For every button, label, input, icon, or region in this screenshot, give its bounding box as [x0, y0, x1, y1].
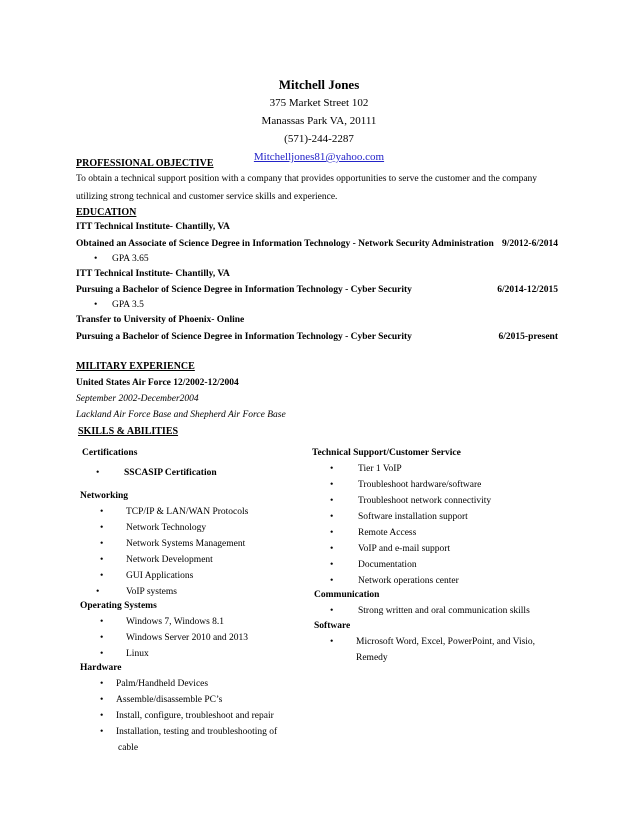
bullet-icon: •: [330, 637, 334, 647]
email-link[interactable]: Mitchelljones81@yahoo.com: [253, 151, 385, 163]
bullet-icon: •: [94, 300, 98, 310]
school-name: Transfer to University of Phoenix- Online: [76, 315, 245, 325]
school-name: ITT Technical Institute- Chantilly, VA: [76, 222, 230, 232]
objective-line-1: To obtain a technical support position with a company that provides opportunities to serve the customer and the company: [76, 174, 538, 184]
skill-item: GUI Applications: [126, 571, 194, 581]
bullet-icon: •: [96, 587, 100, 597]
skill-item: Microsoft Word, Excel, PowerPoint, and Visio,: [356, 637, 536, 647]
skill-item: Remote Access: [358, 528, 417, 538]
degree-dates: 9/2012-6/2014: [502, 239, 558, 249]
skill-item: Tier 1 VoIP: [358, 464, 402, 474]
skill-item: Palm/Handheld Devices: [116, 679, 209, 689]
bullet-icon: •: [100, 507, 104, 517]
bullet-icon: •: [330, 528, 334, 538]
skill-item: Troubleshoot hardware/software: [358, 480, 482, 490]
skill-item: VoIP and e-mail support: [358, 544, 451, 554]
skill-item: Install, configure, troubleshoot and repair: [116, 711, 274, 721]
skill-item: Network Systems Management: [126, 539, 246, 549]
bullet-icon: •: [330, 480, 334, 490]
skill-item: SSCASIP Certification: [124, 468, 217, 478]
bullet-icon: •: [330, 560, 334, 570]
communication-title: Communication: [314, 590, 380, 600]
bullet-icon: •: [330, 576, 334, 586]
bullet-icon: •: [100, 571, 104, 581]
bullet-icon: •: [330, 606, 334, 616]
gpa: GPA 3.65: [112, 254, 149, 264]
military-dates: September 2002-December2004: [76, 394, 199, 404]
bullet-icon: •: [100, 555, 104, 565]
bullet-icon: •: [330, 496, 334, 506]
military-bases: Lackland Air Force Base and Shepherd Air Force Base: [76, 410, 286, 420]
degree-dates: 6/2015-present: [498, 332, 558, 342]
bullet-icon: •: [100, 727, 104, 737]
skill-item-continued: cable: [118, 743, 139, 753]
hardware-title: Hardware: [80, 663, 122, 673]
skill-item: Network Development: [126, 555, 213, 565]
skill-item: TCP/IP & LAN/WAN Protocols: [126, 507, 249, 517]
bullet-icon: •: [94, 254, 98, 264]
degree-dates: 6/2014-12/2015: [497, 285, 558, 295]
city-state-zip: Manassas Park VA, 20111: [261, 115, 377, 127]
skill-item: Troubleshoot network connectivity: [358, 496, 492, 506]
skill-item: Linux: [126, 649, 149, 659]
skill-item: Strong written and oral communication skills: [358, 606, 530, 616]
certifications-title: Certifications: [82, 448, 138, 458]
networking-title: Networking: [80, 491, 129, 501]
skill-item: Documentation: [358, 560, 417, 570]
technical-support-title: Technical Support/Customer Service: [312, 448, 461, 458]
bullet-icon: •: [330, 544, 334, 554]
school-name: ITT Technical Institute- Chantilly, VA: [76, 269, 230, 279]
education-heading: EDUCATION: [76, 207, 137, 218]
degree-title: Pursuing a Bachelor of Science Degree in Information Technology - Cyber Security: [76, 285, 412, 295]
skill-item: Windows Server 2010 and 2013: [126, 633, 249, 643]
skill-item: Network operations center: [358, 576, 459, 586]
operating-systems-title: Operating Systems: [80, 601, 157, 611]
objective-line-2: utilizing strong technical and customer service skills and experience.: [76, 192, 338, 202]
skills-heading: SKILLS & ABILITIES: [78, 426, 179, 437]
bullet-icon: •: [100, 633, 104, 643]
military-heading: MILITARY EXPERIENCE: [76, 361, 195, 372]
bullet-icon: •: [100, 523, 104, 533]
skill-item: Network Technology: [126, 523, 207, 533]
skill-item: Windows 7, Windows 8.1: [126, 617, 225, 627]
software-title: Software: [314, 621, 351, 631]
bullet-icon: •: [330, 464, 334, 474]
resume-name: Mitchell Jones: [278, 77, 360, 92]
bullet-icon: •: [100, 649, 104, 659]
gpa: GPA 3.5: [112, 300, 144, 310]
bullet-icon: •: [96, 468, 100, 478]
skill-item: VoIP systems: [126, 587, 177, 597]
bullet-icon: •: [100, 617, 104, 627]
skill-item: Assemble/disassemble PC’s: [116, 695, 223, 705]
bullet-icon: •: [100, 539, 104, 549]
bullet-icon: •: [330, 512, 334, 522]
objective-heading: PROFESSIONAL OBJECTIVE: [76, 158, 214, 169]
skill-item-continued: Remedy: [356, 653, 388, 663]
bullet-icon: •: [100, 679, 104, 689]
bullet-icon: •: [100, 695, 104, 705]
degree-title: Obtained an Associate of Science Degree in Information Technology - Network Security Administration: [76, 239, 494, 249]
degree-title: Pursuing a Bachelor of Science Degree in Information Technology - Cyber Security: [76, 332, 412, 342]
military-org: United States Air Force 12/2002-12/2004: [76, 378, 239, 388]
bullet-icon: •: [100, 711, 104, 721]
skill-item: Software installation support: [358, 512, 468, 522]
street-address: 375 Market Street 102: [269, 97, 369, 109]
skill-item: Installation, testing and troubleshooting of: [116, 727, 278, 737]
phone-number: (571)-244-2287: [284, 133, 354, 145]
